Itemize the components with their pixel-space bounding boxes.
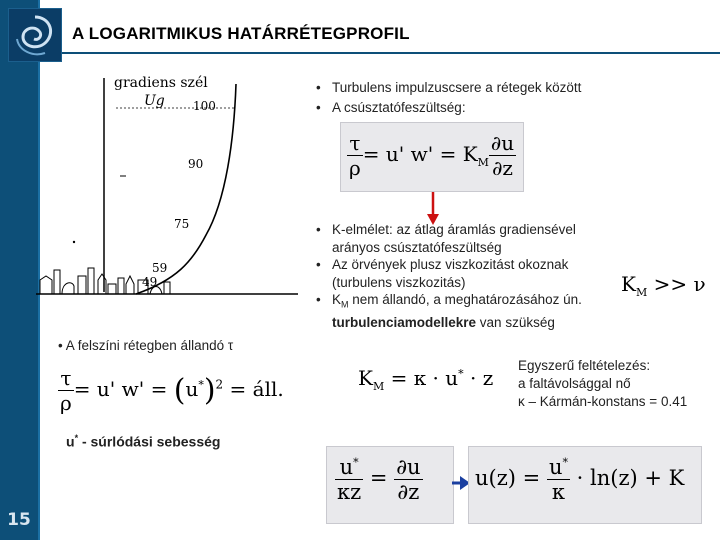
level-100: 100 [193,99,216,113]
velocity-gradient-equation [326,446,454,524]
log-profile-equation [468,446,702,524]
km-k: K [332,292,342,307]
const-exp: 2 [215,377,224,392]
surface-bullet-text: A felszíni rétegben állandó τ [65,338,234,353]
bullet-turbulent-exchange: • Turbulens impulzuscsere a rétegek között [316,80,582,95]
bullet-shear-stress: • A csúsztatófeszültség: [316,100,466,115]
diagram-top-label: gradiens szél [114,75,208,91]
bullet-eddy-viscosity: • Az örvények plusz viszkozitást okoznak (turbulens viszkozitás) [316,257,569,290]
log-den: κ [551,480,566,504]
km-much-greater-nu [621,272,706,299]
log-u: u [548,455,563,479]
grad-eq: = [369,466,388,490]
bullet-bold-term: turbulenciamodellekre [332,315,477,331]
top-bullet-list [314,78,581,118]
log-lhs: u(z) = [475,466,541,490]
slide-sidebar [0,0,38,540]
ustar-u: u [66,433,75,450]
kmeq-post: · z [463,366,494,390]
const-u: u [185,377,199,401]
slide-title: A LOGARITMIKUS HATÁRRÉTEGPROFIL [72,24,410,43]
grad-den: κz [337,480,362,504]
const-end: = áll. [223,377,284,401]
constant-stress-equation: $\frac{\tau}{\rho}$ = u' $w' = (u^*)^2$ = áll. [60,366,284,415]
log-rhs: · ln(z) + K [576,466,685,490]
const-tau: τ [58,366,74,391]
bullet-text-cont: (turbulens viszkozitás) [332,274,466,290]
eq-du: ∂u [490,131,515,155]
km-nu-rel: >> ν [647,272,706,296]
bullet-text: Az örvények plusz viszkozitást okoznak [332,257,569,272]
bullet-text: Turbulens impulzuscsere a rétegek között [332,80,582,95]
surface-layer-bullet: • A felszíni rétegben állandó τ [58,338,234,353]
diagram-ug-label: Ug [144,93,165,109]
bullet-text-cont: van szükség [476,315,555,331]
shear-stress-equation [340,122,524,192]
simple-assumption-text [518,357,687,411]
simple-line-3: κ – Kármán-konstans = 0.41 [518,394,688,409]
title-underline [62,52,720,54]
wind-profile-diagram [36,70,298,306]
page-number: 15 [7,510,31,530]
eq-rho: ρ [349,156,361,180]
bullet-text: nem állandó, a meghatározásához ún. [348,292,582,307]
const-rho: ρ [60,391,72,415]
bullet-k-theory: • K-elmélet: az átlag áramlás gradiensével arányos csúsztatófeszültség [316,222,576,255]
kmeq-pre: = κ · u [384,366,459,390]
level-75: 75 [174,217,190,231]
simple-line-1: Egyszerű feltételezés: [518,358,651,373]
kmeq-sub: M [372,380,385,393]
eq-dz: ∂z [492,156,513,180]
km-linear-equation [358,366,493,393]
log-star: * [562,456,568,469]
bullet-text: A csúsztatófeszültség: [332,100,466,115]
level-59: 59 [152,261,168,275]
level-49: 49 [142,275,158,289]
kmeq-k: K [358,366,373,390]
eq-sub-m: M [477,156,489,169]
grad-u: u [339,455,354,479]
kmeq-star: * [458,367,464,381]
bullet-km-not-constant: • $K_M$ nem állandó, a meghatározásához ún. turbulenciamodellekre van szükség [316,292,582,331]
grad-du: ∂u [396,455,421,479]
swirl-logo-icon [8,8,62,62]
k-theory-bullet-list [314,221,644,332]
km-nu-k: K [621,272,636,296]
km-nu-sub: M [635,286,648,299]
ustar-star: * [74,433,79,443]
grad-dz: ∂z [397,480,420,504]
const-star: * [198,378,204,392]
km-sub: M [341,299,349,310]
ustar-rest: - súrlódási sebesség [78,433,221,450]
const-middle: = u' w' = [73,377,174,401]
eq-tau: τ [347,131,363,156]
grad-star: * [353,456,359,469]
level-90: 90 [188,157,204,171]
simple-line-2: a faltávolsággal nő [518,376,631,391]
bullet-text: K-elmélet: az átlag áramlás gradiensével [332,222,576,237]
eq-middle: = u' w' = K [362,142,478,166]
friction-velocity-label [66,433,220,450]
bullet-text-cont: arányos csúsztatófeszültség [332,239,502,255]
